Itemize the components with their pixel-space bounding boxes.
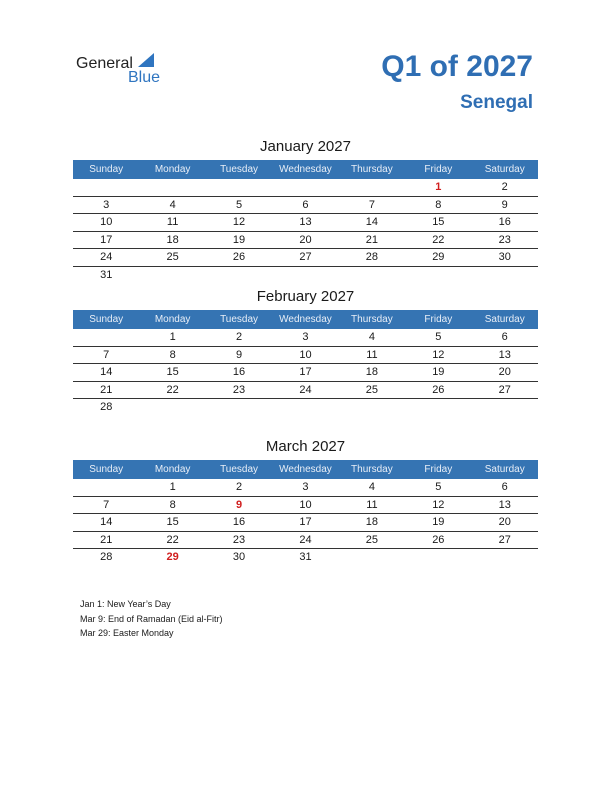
day-cell: 24 [299,533,312,546]
day-cell: 31 [100,268,113,281]
day-cell: 20 [498,366,511,378]
weekday-label: Sunday [89,164,124,175]
day-cell: 25 [365,533,379,546]
day-cell: 10 [100,216,113,228]
week-row [73,514,538,532]
day-cell: 23 [498,233,511,246]
day-cell: 19 [232,233,246,246]
day-cell [272,267,338,285]
day-cell: 19 [432,366,445,378]
weekday-label: Tuesday [220,164,259,175]
day-cell: 12 [232,216,246,228]
day-cell: 5 [235,198,243,211]
page-title: Q1 of 2027 [381,50,533,83]
weekday-label: Saturday [484,464,525,475]
weekday-label: Monday [154,164,191,175]
day-cell: 11 [166,216,179,228]
day-cell: 27 [498,383,511,396]
day-cell: 29 [166,551,179,563]
month-title: February 2027 [256,288,355,305]
weekday-label: Sunday [89,314,124,325]
month-title: January 2027 [260,138,351,155]
day-cell: 2 [235,481,243,493]
day-cell: 10 [299,348,312,361]
day-cell [339,179,405,196]
day-cell: 15 [166,366,179,378]
week-row [73,232,538,250]
day-cell: 9 [235,348,243,361]
day-cell: 1 [169,331,176,343]
month-calendar-january [73,136,538,284]
day-cell [472,267,538,285]
day-cell: 31 [299,551,312,563]
weekday-label: Friday [424,314,453,325]
day-cell [73,479,139,496]
holiday-note: Mar 9: End of Ramadan (Eid al-Fitr) [80,613,223,624]
day-cell: 30 [498,251,511,263]
weekday-label: Saturday [484,164,525,175]
weekday-label: Wednesday [279,164,332,175]
day-cell: 7 [103,498,110,511]
day-cell: 25 [365,383,379,396]
day-cell: 28 [100,551,113,563]
month-calendar-march [73,436,538,567]
day-cell: 4 [368,331,375,343]
day-cell: 19 [432,516,445,528]
day-cell: 6 [501,481,508,493]
day-cell [139,399,205,417]
week-row [73,197,538,215]
day-cell: 13 [299,216,312,228]
holiday-notes [80,597,223,641]
day-cell [472,549,538,567]
week-row [73,214,538,232]
day-cell: 4 [169,198,176,211]
day-cell: 8 [435,198,442,211]
day-cell: 4 [368,481,375,493]
day-cell [272,399,338,417]
day-cell: 12 [432,498,445,511]
day-cell: 7 [368,198,375,211]
weekday-label: Saturday [484,314,525,325]
day-cell: 28 [100,401,113,413]
week-row [73,382,538,400]
day-cell: 17 [299,366,312,378]
day-cell: 30 [232,551,246,563]
day-cell: 21 [100,383,113,396]
day-cell [206,399,272,417]
day-cell: 14 [365,216,379,228]
logo-triangle-icon [138,53,154,67]
day-cell: 24 [299,383,312,396]
day-cell: 26 [232,251,246,263]
day-cell: 11 [366,348,378,361]
weekday-label: Friday [424,464,453,475]
day-cell [206,179,272,196]
day-cell: 16 [232,366,246,378]
weekday-header [73,160,538,179]
weekday-label: Tuesday [220,314,259,325]
weekday-label: Thursday [351,314,393,325]
week-row [73,267,538,285]
day-cell: 10 [299,498,312,511]
day-cell: 8 [169,498,176,511]
day-cell: 22 [432,233,445,246]
week-row [73,399,538,417]
week-row [73,249,538,267]
day-cell: 25 [166,251,179,263]
holiday-note: Jan 1: New Year’s Day [80,599,171,609]
day-cell: 16 [232,516,246,528]
weekday-label: Thursday [351,464,393,475]
day-cell: 9 [235,498,243,511]
week-row [73,497,538,515]
week-row [73,329,538,347]
day-cell: 22 [166,533,179,546]
day-cell: 23 [232,383,246,396]
day-cell: 26 [432,383,445,396]
day-cell: 18 [365,366,379,378]
day-cell: 17 [299,516,312,528]
day-cell: 18 [365,516,379,528]
weekday-label: Wednesday [279,314,332,325]
day-cell: 1 [435,181,442,193]
day-cell: 3 [302,331,309,343]
month-title: March 2027 [265,438,346,455]
weekday-label: Monday [154,314,191,325]
weekday-label: Thursday [351,164,393,175]
week-row [73,479,538,497]
day-cell: 5 [435,331,442,343]
day-cell [339,399,405,417]
holiday-note: Mar 29: Easter Monday [80,628,174,638]
day-cell: 14 [100,366,113,378]
day-cell: 27 [498,533,511,546]
month-calendar-february [73,286,538,417]
day-cell: 27 [299,251,312,263]
week-row [73,347,538,365]
day-cell: 2 [501,181,508,193]
day-cell: 28 [365,251,379,263]
day-cell: 13 [498,348,511,361]
day-cell [472,399,538,417]
day-cell [405,549,471,567]
day-cell: 5 [435,481,442,493]
day-cell: 26 [432,533,445,546]
day-cell: 17 [100,233,113,246]
day-cell: 24 [100,251,113,263]
weekday-header [73,310,538,329]
week-row [73,549,538,567]
day-cell: 21 [365,233,379,246]
day-cell: 3 [302,481,309,493]
day-cell: 20 [299,233,312,246]
day-cell: 18 [166,233,179,246]
day-cell [139,179,205,196]
day-cell [405,399,471,417]
weekday-header [73,460,538,479]
day-cell: 1 [169,481,176,493]
day-cell: 6 [501,331,508,343]
day-cell [73,179,139,196]
day-cell: 15 [166,516,179,528]
weekday-label: Tuesday [220,464,259,475]
day-cell: 23 [232,533,246,546]
country-name: Senegal [460,92,533,113]
week-row [73,179,538,197]
day-cell: 22 [166,383,179,396]
weekday-label: Sunday [89,464,124,475]
day-cell [272,179,338,196]
logo-word-general: General [76,55,133,72]
day-cell: 21 [100,533,113,546]
day-cell: 13 [498,498,511,511]
day-cell: 12 [432,348,445,361]
day-cell [73,329,139,346]
day-cell: 20 [498,516,511,528]
day-cell: 3 [103,198,110,211]
day-cell: 7 [103,348,110,361]
day-cell: 8 [169,348,176,361]
generalblue-logo [76,53,176,87]
day-cell [139,267,205,285]
day-cell: 6 [302,198,309,211]
week-row [73,532,538,550]
week-row [73,364,538,382]
day-cell: 16 [498,216,511,228]
day-cell [339,549,405,567]
day-cell: 29 [432,251,445,263]
day-cell [206,267,272,285]
logo-word-blue: Blue [128,69,161,86]
day-cell: 9 [501,198,508,211]
day-cell [339,267,405,285]
weekday-label: Friday [424,164,453,175]
day-cell [405,267,471,285]
day-cell: 14 [100,516,113,528]
weekday-label: Wednesday [279,464,332,475]
day-cell: 15 [432,216,445,228]
weekday-label: Monday [154,464,191,475]
day-cell: 11 [366,498,378,511]
day-cell: 2 [235,331,243,343]
